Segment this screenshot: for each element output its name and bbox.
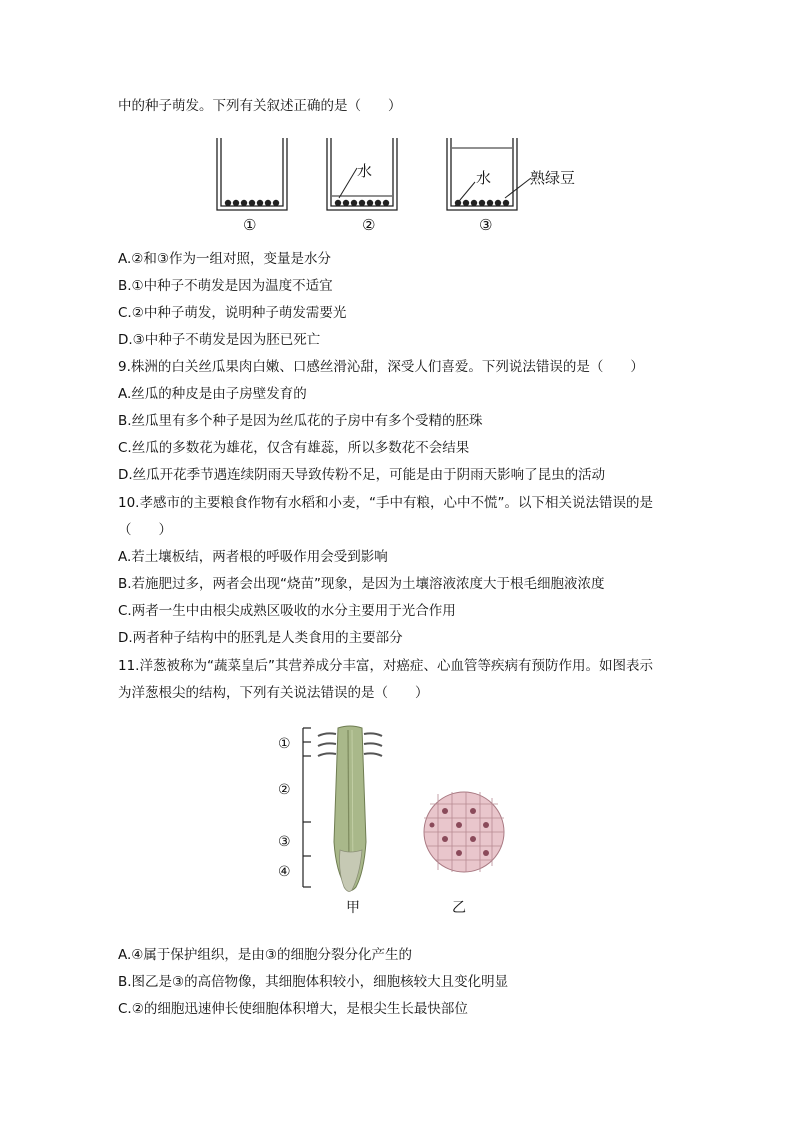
q8-option-a: A.②和③作为一组对照，变量是水分 [118, 251, 331, 267]
q8-option-c: C.②中种子萌发，说明种子萌发需要光 [118, 305, 347, 321]
q8-option-d: D.③中种子不萌发是因为胚已死亡 [118, 332, 321, 348]
q9-option-d: D.丝瓜开花季节遇连续阴雨天导致传粉不足，可能是由于阴雨天影响了昆虫的活动 [118, 467, 606, 483]
root-region-label-2: ② [278, 782, 291, 798]
q10-stem-line1: 10.孝感市的主要粮食作物有水稻和小麦，“手中有粮，心中不慌”。以下相关说法错误的是 [118, 495, 653, 511]
q10-stem-line2: （ ） [118, 522, 172, 538]
beaker-2-label: ② [362, 216, 376, 234]
q9-stem: 9.株洲的白关丝瓜果肉白嫩、口感丝滑沁甜，深受人们喜爱。下列说法错误的是（ ） [118, 359, 644, 375]
beaker-1 [217, 138, 287, 210]
q10-option-b: B.若施肥过多，两者会出现“烧苗”现象，是因为土壤溶液浓度大于根毛细胞液浓度 [118, 576, 605, 592]
q11-stem-line2: 为洋葱根尖的结构，下列有关说法错误的是（ ） [118, 685, 429, 701]
seeds-1 [225, 200, 279, 206]
seeds-2 [335, 200, 389, 206]
q11-option-a: A.④属于保护组织，是由③的细胞分裂分化产生的 [118, 947, 412, 963]
root-tip-svg [270, 722, 520, 922]
magnified-cells [424, 792, 504, 872]
seeds-3 [455, 200, 509, 206]
beaker-1-label: ① [243, 216, 257, 234]
q11-option-b: B.图乙是③的高倍物像，其细胞体积较小，细胞核较大且变化明显 [118, 974, 509, 990]
water-label-2: 水 [357, 162, 373, 180]
q10-option-c: C.两者一生中由根尖成熟区吸收的水分主要用于光合作用 [118, 603, 456, 619]
root-cap [340, 850, 363, 891]
q10-option-d: D.两者种子结构中的胚乳是人类食用的主要部分 [118, 630, 403, 646]
root-region-label-3: ③ [278, 834, 291, 850]
q10-option-a: A.若土壤板结，两者根的呼吸作用会受到影响 [118, 549, 388, 565]
root-tip-figure [270, 722, 520, 922]
figure-jia-caption: 甲 [346, 900, 360, 916]
q9-option-b: B.丝瓜里有多个种子是因为丝瓜花的子房中有多个受精的胚珠 [118, 413, 483, 429]
figure-yi-caption: 乙 [452, 900, 466, 916]
root-region-label-4: ④ [278, 864, 291, 880]
beans-label: 熟绿豆 [530, 169, 576, 187]
q11-option-c: C.②的细胞迅速伸长使细胞体积增大，是根尖生长最快部位 [118, 1001, 468, 1017]
q8-option-b: B.①中种子不萌发是因为温度不适宜 [118, 278, 333, 294]
beaker-figure [205, 130, 605, 240]
beaker-3-label: ③ [479, 216, 493, 234]
water-label-3: 水 [476, 169, 492, 187]
q9-option-c: C.丝瓜的多数花为雄花，仅含有雄蕊，所以多数花不会结果 [118, 440, 470, 456]
q9-option-a: A.丝瓜的种皮是由子房壁发育的 [118, 386, 307, 402]
root-region-label-1: ① [278, 736, 291, 752]
region-scale-bar [303, 728, 311, 887]
question-8-stem-tail: 中的种子萌发。下列有关叙述正确的是（ ） [118, 98, 402, 114]
q11-stem-line1: 11.洋葱被称为“蔬菜皇后”其营养成分丰富，对癌症、心血管等疾病有预防作用。如图表示 [118, 658, 653, 674]
